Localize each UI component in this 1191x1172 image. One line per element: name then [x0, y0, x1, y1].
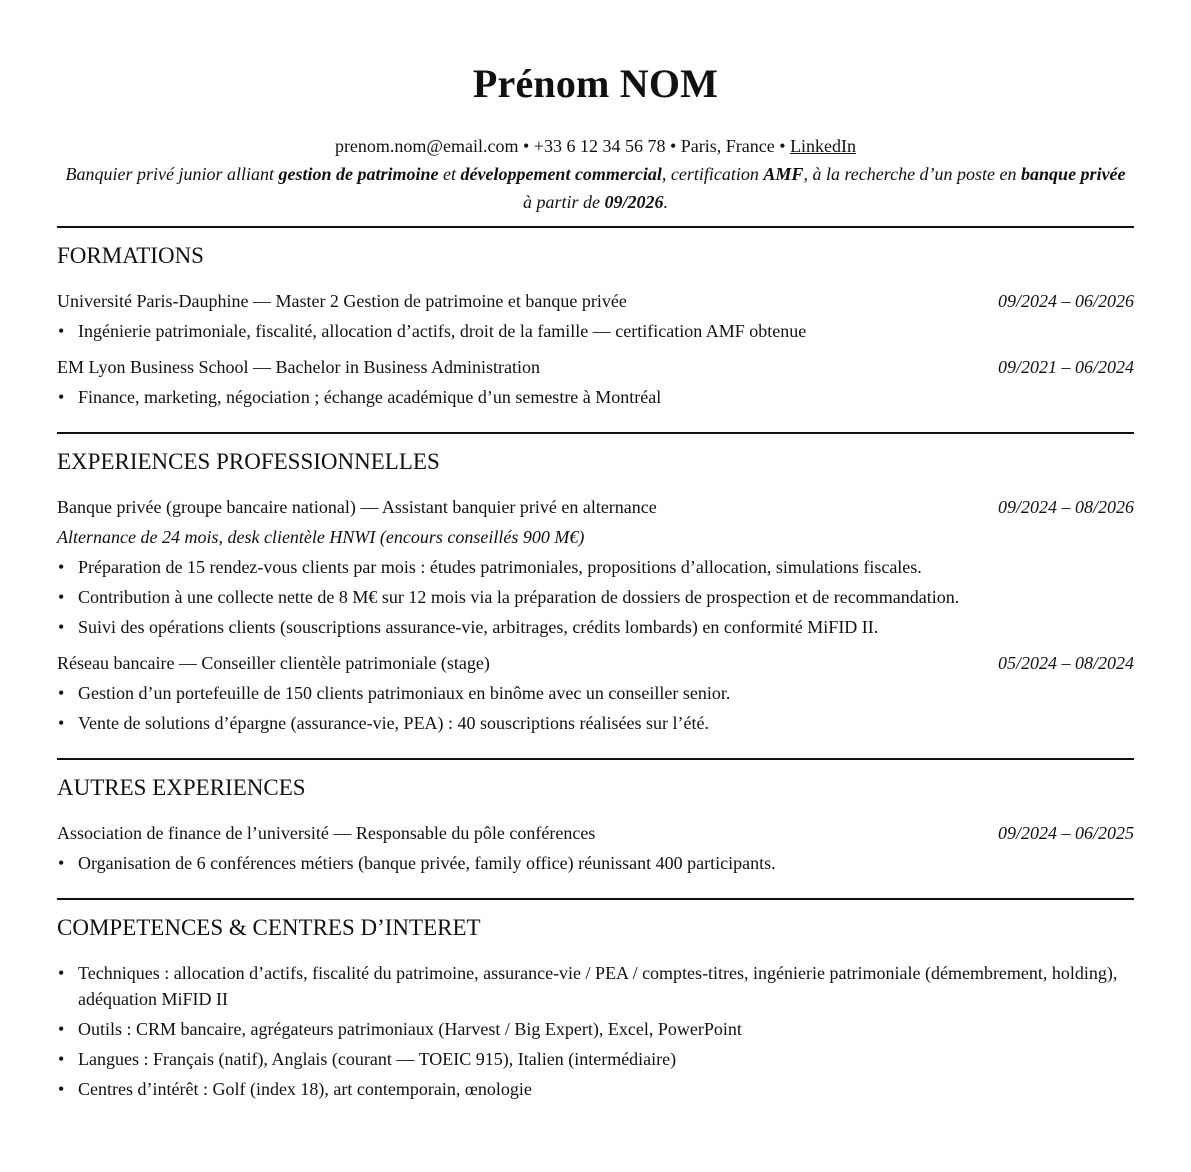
summary-text: à partir de [522, 192, 605, 212]
section-title: FORMATIONS [57, 243, 204, 268]
bullet-list [57, 384, 1134, 410]
entry-title: Réseau bancaire — Conseiller clientèle patrimoniale (stage) [57, 653, 490, 673]
summary-bold: banque privée [1021, 164, 1126, 184]
bullet-item: • Suivi des opérations clients (souscriptions assurance-vie, arbitrages, crédits lombards) en conformité MiFID II. [57, 614, 1134, 640]
summary-text: . [663, 192, 669, 212]
section-title: COMPETENCES & CENTRES D’INTERET [57, 915, 481, 940]
resume-page [57, 0, 1134, 1114]
summary-text: , à la recherche d’un poste en [803, 164, 1022, 184]
candidate-name: Prénom NOM [472, 61, 719, 106]
profile-summary [57, 160, 1134, 216]
entry-title: Université Paris-Dauphine — Master 2 Gestion de patrimoine et banque privée [57, 291, 627, 311]
separator: • [518, 136, 534, 156]
entry-header [57, 354, 1134, 380]
entry-subtitle: Alternance de 24 mois, desk clientèle HNWI (encours conseillés 900 M€) [57, 527, 585, 547]
summary-text: et [438, 164, 461, 184]
experience-entry [57, 650, 1134, 736]
entry-header [57, 650, 1134, 676]
bullet-item: • Centres d’intérêt : Golf (index 18), art contemporain, œnologie [57, 1076, 1134, 1102]
section-autres [57, 772, 1134, 888]
email-text: prenom.nom@email.com [334, 136, 519, 156]
contact-line [57, 134, 1134, 158]
bullet-item: • Techniques : allocation d’actifs, fiscalité du patrimoine, assurance-vie / PEA / comptes-titres, ingénierie patrimoniale (démembrement, holding), adéquation MiFID II [57, 960, 1134, 1012]
section-formations [57, 240, 1134, 422]
phone-text: +33 6 12 34 56 78 [533, 136, 666, 156]
bullet-item: • Organisation de 6 conférences métiers (banque privée, family office) réunissant 400 participants. [57, 850, 1134, 876]
entry-title: Banque privée (groupe bancaire national) — Assistant banquier privé en alternance [57, 497, 657, 517]
entry-dates: 09/2024 – 06/2025 [997, 823, 1134, 843]
bullet-list [57, 554, 1134, 640]
section-competences [57, 912, 1134, 1114]
summary-bold: gestion de patrimoine [278, 164, 439, 184]
summary-bold: AMF [763, 164, 804, 184]
section-title: AUTRES EXPERIENCES [57, 775, 306, 800]
entry-header [57, 288, 1134, 314]
bullet-item: • Contribution à une collecte nette de 8 M€ sur 12 mois via la préparation de dossiers de prospection et de recommandation. [57, 584, 1134, 610]
entry-dates: 09/2024 – 08/2026 [997, 497, 1134, 517]
section-divider [57, 432, 1134, 434]
entry-title: EM Lyon Business School — Bachelor in Business Administration [57, 357, 540, 377]
summary-text: Banquier privé junior alliant [65, 164, 279, 184]
section-experiences [57, 446, 1134, 748]
bullet-item: • Préparation de 15 rendez-vous clients par mois : études patrimoniales, propositions d’allocation, simulations fiscales. [57, 554, 1134, 580]
bullet-item: • Finance, marketing, négociation ; échange académique d’un semestre à Montréal [57, 384, 1134, 410]
bullet-item: • Langues : Français (natif), Anglais (courant — TOEIC 915), Italien (intermédiaire) [57, 1046, 1134, 1072]
other-experience-entry [57, 820, 1134, 876]
bullet-list [57, 318, 1134, 344]
location-text: Paris, France [680, 136, 775, 156]
section-title: EXPERIENCES PROFESSIONNELLES [57, 449, 440, 474]
entry-title: Association de finance de l’université — Responsable du pôle conférences [57, 823, 596, 843]
bullet-item: • Vente de solutions d’épargne (assurance-vie, PEA) : 40 souscriptions réalisées sur l’été. [57, 710, 1134, 736]
entry-dates: 09/2024 – 06/2026 [997, 291, 1134, 311]
bullet-item: • Ingénierie patrimoniale, fiscalité, allocation d’actifs, droit de la famille — certification AMF obtenue [57, 318, 1134, 344]
section-divider [57, 898, 1134, 900]
formation-entry [57, 288, 1134, 344]
entry-header [57, 494, 1134, 520]
entry-dates: 05/2024 – 08/2024 [997, 653, 1134, 673]
section-divider [57, 226, 1134, 228]
bullet-item: • Outils : CRM bancaire, agrégateurs patrimoniaux (Harvest / Big Expert), Excel, PowerPoint [57, 1016, 1134, 1042]
experience-entry [57, 494, 1134, 640]
summary-bold: 09/2026 [604, 192, 664, 212]
formation-entry [57, 354, 1134, 410]
separator: • [665, 136, 681, 156]
bullet-list [57, 960, 1134, 1102]
summary-bold: développement commercial [460, 164, 662, 184]
linkedin-link[interactable]: LinkedIn [790, 136, 857, 156]
entry-header [57, 820, 1134, 846]
bullet-list [57, 850, 1134, 876]
summary-text: , certification [661, 164, 764, 184]
bullet-item: • Gestion d’un portefeuille de 150 clients patrimoniaux en binôme avec un conseiller senior. [57, 680, 1134, 706]
separator: • [774, 136, 791, 156]
entry-dates: 09/2021 – 06/2024 [997, 357, 1134, 377]
bullet-list [57, 680, 1134, 736]
section-divider [57, 758, 1134, 760]
